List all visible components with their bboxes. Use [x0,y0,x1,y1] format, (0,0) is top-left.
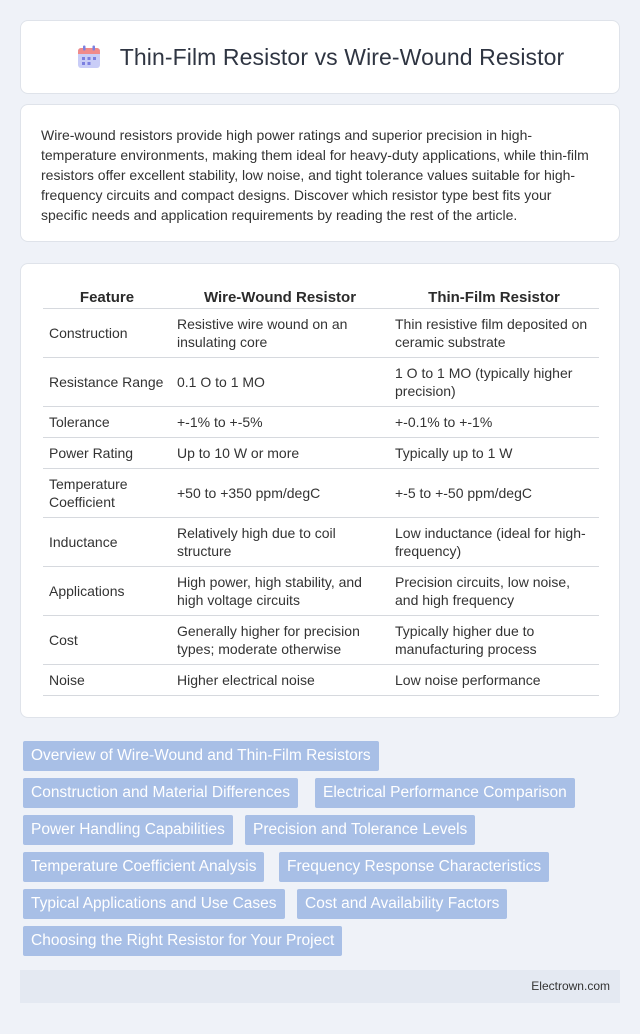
tag-construction[interactable]: Construction and Material Differences [23,778,298,808]
header-card [20,20,620,94]
table-row [43,407,599,438]
table-cell: Inductance [43,518,171,567]
table-cell: 0.1 O to 1 MO [171,358,389,407]
column-header-feature: Feature [43,286,171,309]
table-cell: Up to 10 W or more [171,438,389,469]
table-cell: +-0.1% to +-1% [389,407,599,438]
table-row [43,518,599,567]
table-cell: 1 O to 1 MO (typically higher precision) [389,358,599,407]
table-cell: Typically up to 1 W [389,438,599,469]
tag-power-handling[interactable]: Power Handling Capabilities [23,815,233,845]
table-cell: Low inductance (ideal for high-frequency) [389,518,599,567]
footer-site[interactable]: Electrown.com [531,979,610,993]
table-row [43,358,599,407]
tag-precision-tolerance[interactable]: Precision and Tolerance Levels [245,815,475,845]
intro-card [20,104,620,242]
table-cell: Power Rating [43,438,171,469]
table-cell: Applications [43,567,171,616]
table-cell: Low noise performance [389,665,599,696]
comparison-table [43,286,599,696]
table-row [43,616,599,665]
column-header-thin-film: Thin-Film Resistor [389,286,599,309]
table-cell: Generally higher for precision types; moderate otherwise [171,616,389,665]
table-row [43,469,599,518]
table-cell: Thin resistive film deposited on ceramic substrate [389,309,599,358]
table-cell: Cost [43,616,171,665]
tag-applications[interactable]: Typical Applications and Use Cases [23,889,285,919]
table-cell: Resistive wire wound on an insulating core [171,309,389,358]
table-cell: +-1% to +-5% [171,407,389,438]
intro-text: Wire-wound resistors provide high power ratings and superior precision in high-temperature environments, making them ideal for heavy-duty applications, while thin-film resistors offer excellent stability, low noise, and tight tolerance values suitable for high-frequency circuits and compact designs. Discover which resistor type best fits your specific needs and application requirements by reading the rest of the article. [41,127,589,223]
tag-cost-availability[interactable]: Cost and Availability Factors [297,889,507,919]
comparison-table-card [20,263,620,718]
table-cell: Precision circuits, low noise, and high frequency [389,567,599,616]
table-cell: Construction [43,309,171,358]
calendar-icon [76,44,102,70]
table-row [43,438,599,469]
table-cell: High power, high stability, and high voltage circuits [171,567,389,616]
table-cell: Typically higher due to manufacturing process [389,616,599,665]
table-cell: Tolerance [43,407,171,438]
tag-temperature-coefficient[interactable]: Temperature Coefficient Analysis [23,852,264,882]
tag-overview[interactable]: Overview of Wire-Wound and Thin-Film Resistors [23,741,379,771]
table-cell: +-5 to +-50 ppm/degC [389,469,599,518]
table-cell: +50 to +350 ppm/degC [171,469,389,518]
table-row [43,309,599,358]
tag-frequency-response[interactable]: Frequency Response Characteristics [279,852,549,882]
page-title: Thin-Film Resistor vs Wire-Wound Resistor [119,43,565,70]
table-cell: Noise [43,665,171,696]
footer [20,970,620,1003]
column-header-wire-wound: Wire-Wound Resistor [171,286,389,309]
table-cell: Temperature Coefficient [43,469,171,518]
tag-electrical-performance[interactable]: Electrical Performance Comparison [315,778,575,808]
table-cell: Resistance Range [43,358,171,407]
table-row [43,665,599,696]
table-header-row [43,286,599,309]
table-row [43,567,599,616]
table-cell: Relatively high due to coil structure [171,518,389,567]
tag-choosing-resistor[interactable]: Choosing the Right Resistor for Your Project [23,926,342,956]
table-cell: Higher electrical noise [171,665,389,696]
